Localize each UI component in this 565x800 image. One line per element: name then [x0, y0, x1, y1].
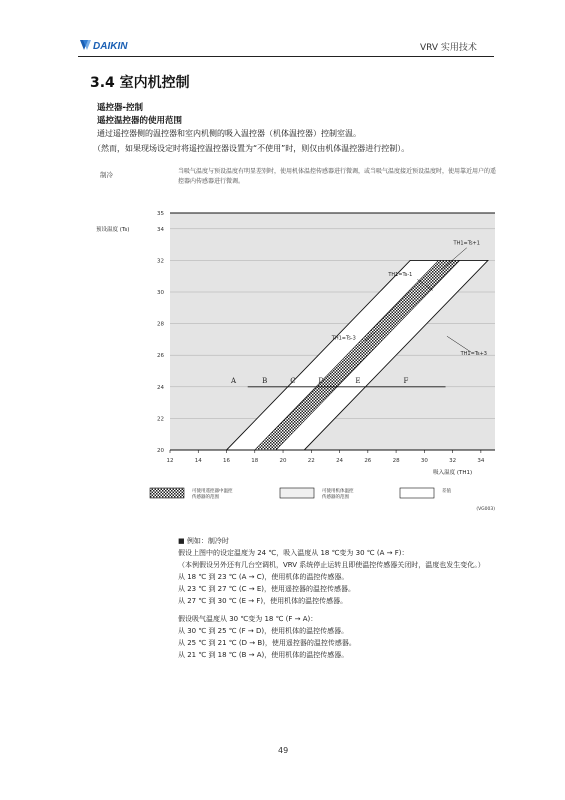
y-tick-label: 28 — [157, 321, 164, 328]
figure-note: 当吸气温度与预设温度有明显差别时，使用机体温控传感器进行微调，或当吸气温度接近预设温度时，使用靠近用户的遥控器内传感器进行微调。 — [178, 168, 497, 185]
subtitle-remote-control: 遥控器-控制 — [97, 103, 144, 113]
point-label-a: A — [231, 376, 237, 385]
y-tick-label: 30 — [157, 290, 164, 296]
header-title: VRV 实用技术 — [420, 43, 477, 53]
example-section — [178, 535, 508, 661]
boundary-label: TH1=Ts-3 — [331, 335, 356, 342]
svg-text:DAIKIN: DAIKIN — [93, 41, 128, 52]
x-tick-label: 14 — [194, 458, 202, 464]
x-tick-label: 20 — [279, 458, 287, 464]
point-label-e: E — [355, 376, 361, 385]
x-tick-label: 16 — [223, 458, 231, 464]
subtitle-usage-range: 遥控温控器的使用范围 — [97, 116, 183, 126]
sensor-range-chart — [90, 205, 500, 520]
x-tick-label: 22 — [307, 458, 315, 464]
example-line: 从 25 ℃ 到 21 ℃ (D → B)，使用遥控器的温控传感器。 — [178, 639, 356, 647]
example-line: 从 27 ℃ 到 30 ℃ (E → F)，使用机体的温控传感器。 — [178, 597, 348, 605]
intro-line-1: 通过遥控器侧的温控器和室内机侧的吸入温控器（机体温控器）控制室温。 — [97, 129, 361, 138]
legend-label: 可使用遥控器中温控 — [192, 489, 233, 494]
example-line: （本例假设另外还有几台空调机，VRV 系统停止运转且即使温控传感器关闭时，温度也发生变化。） — [178, 561, 485, 569]
y-tick-label: 32 — [157, 258, 164, 265]
header-divider — [78, 56, 494, 57]
legend-label: 差值 — [442, 489, 451, 494]
figure-code: (VG003) — [476, 507, 495, 512]
x-tick-label: 18 — [251, 458, 259, 464]
legend-label: 可使用机体温控 — [322, 489, 354, 494]
daikin-logo — [80, 38, 142, 52]
example-line: 从 30 ℃ 到 25 ℃ (F → D)，使用机体的温控传感器。 — [178, 627, 349, 635]
x-tick-label: 24 — [336, 458, 344, 464]
example-line: 从 23 ℃ 到 27 ℃ (C → E)，使用遥控器的温控传感器。 — [178, 585, 355, 593]
cooling-mode-label: 制冷 — [100, 171, 113, 179]
legend-swatch — [150, 488, 184, 498]
y-tick-label: 26 — [157, 353, 164, 360]
boundary-label: TH1=Ts-1 — [388, 272, 413, 279]
point-label-f: F — [403, 376, 409, 385]
example-line: 从 18 ℃ 到 23 ℃ (A → C)，使用机体的温控传感器。 — [178, 573, 349, 581]
legend-swatch — [280, 488, 314, 498]
x-tick-label: 32 — [449, 458, 457, 464]
section-title: 3.4 室内机控制 — [90, 75, 190, 91]
boundary-label: TH1=Ts+1 — [453, 240, 480, 247]
point-label-b: B — [262, 376, 268, 385]
x-tick-label: 34 — [477, 458, 485, 464]
y-tick-label: 34 — [157, 226, 164, 233]
legend-label: 传感器的范围 — [192, 495, 219, 500]
x-axis-label: 吸入温度 (TH1) — [433, 470, 473, 476]
point-label-c: C — [290, 376, 296, 385]
x-tick-label: 28 — [392, 458, 400, 464]
point-label-d: D — [318, 376, 325, 385]
x-tick-label: 26 — [364, 458, 372, 464]
y-tick-label: 24 — [157, 384, 164, 391]
example-heading: ■ 例如：制冷时 — [178, 537, 229, 545]
legend-swatch — [400, 488, 434, 498]
page-number: 49 — [278, 746, 289, 755]
y-tick-label: 20 — [157, 448, 164, 454]
y-tick-label: 22 — [157, 416, 164, 423]
boundary-label: TH1=Ts+3 — [460, 351, 487, 358]
legend-label: 传感器的范围 — [322, 495, 349, 500]
example-line: 假设吸气温度从 30 ℃变为 18 ℃ (F → A)： — [178, 615, 318, 623]
intro-line-2: （然而，如果现场设定时将遥控温控器设置为“不使用”时，则仅由机体温控器进行控制）。 — [93, 144, 410, 153]
example-line: 从 21 ℃ 到 18 ℃ (B → A)，使用机体的温控传感器。 — [178, 651, 349, 659]
y-axis-label: 预设温度 (Ts) — [96, 226, 130, 233]
x-tick-label: 30 — [420, 458, 428, 464]
x-tick-label: 12 — [166, 458, 174, 464]
y-tick-label: 35 — [157, 211, 164, 217]
example-line: 假设上图中的设定温度为 24 ℃，吸入温度从 18 ℃变为 30 ℃ (A → F)： — [178, 549, 409, 557]
